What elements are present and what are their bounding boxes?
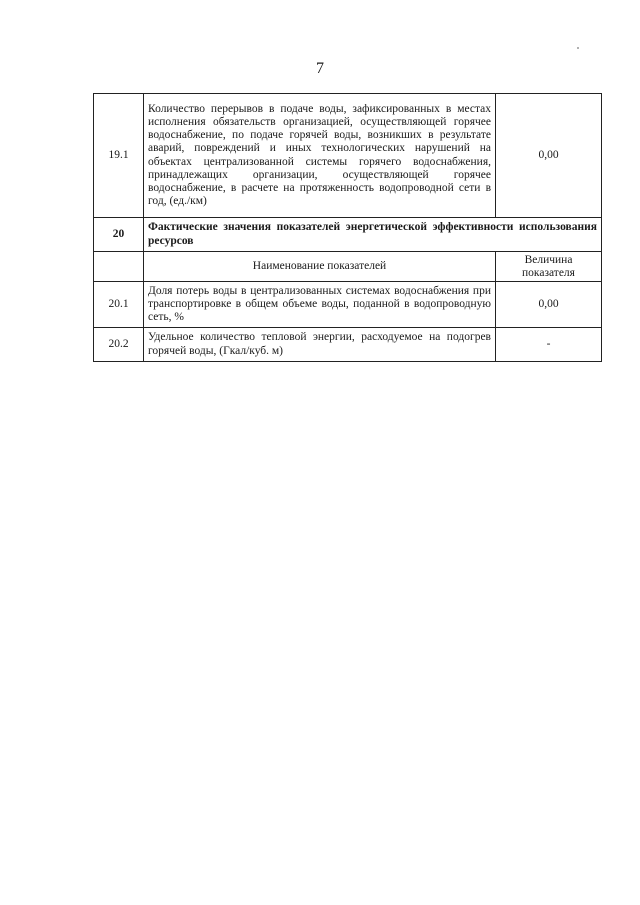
row-number: 19.1 — [94, 94, 144, 218]
row-value: 0,00 — [496, 282, 602, 328]
row-value: - — [496, 328, 602, 362]
page-number: 7 — [316, 60, 324, 77]
row-value: 0,00 — [496, 94, 602, 218]
header-name: Наименование показателей — [144, 252, 496, 282]
row-description: Удельное количество тепловой энергии, расходуемое на подогрев горячей воды, (Гкал/куб. м) — [144, 328, 496, 362]
section-title: Фактические значения показателей энергетической эффективности использования ресурсов — [144, 218, 602, 252]
row-number: 20.2 — [94, 328, 144, 362]
header-value: Величина показателя — [496, 252, 602, 282]
row-description: Количество перерывов в подаче воды, зафиксированных в местах исполнения обязательств организацией, осуществляющей горячее водоснабжение, по подаче горячей воды, возникших в результате аварий, повреждений и иных технологических нарушений на объектах централизованной системы горячего водоснабжения, принадлежащих организации, осуществляющей горячее водоснабжение, в расчете на протяженность водопроводной сети в год, (ед./км) — [144, 94, 496, 218]
scan-speck — [577, 47, 579, 49]
table-header-row — [94, 252, 602, 282]
table-row-19-1 — [94, 94, 602, 218]
header-number-cell — [94, 252, 144, 282]
table-row-20-2 — [94, 328, 602, 362]
section-row-20 — [94, 218, 602, 252]
row-description: Доля потерь воды в централизованных системах водоснабжения при транспортировке в общем объеме воды, поданной в водопроводную сеть, % — [144, 282, 496, 328]
section-number: 20 — [94, 218, 144, 252]
row-number: 20.1 — [94, 282, 144, 328]
table-row-20-1 — [94, 282, 602, 328]
indicators-table — [93, 93, 602, 362]
